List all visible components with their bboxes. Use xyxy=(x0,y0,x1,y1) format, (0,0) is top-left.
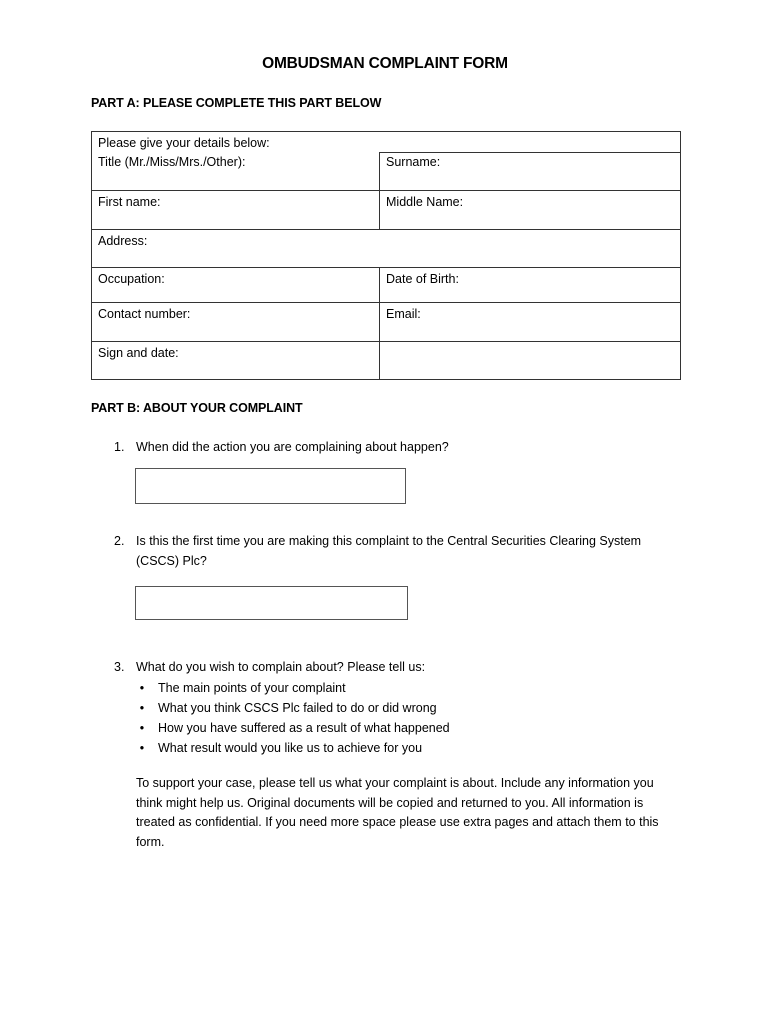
middle-name-field[interactable] xyxy=(380,191,681,230)
question-1-number: 1. xyxy=(114,440,125,454)
address-field[interactable] xyxy=(92,230,681,268)
contact-number-label: Contact number: xyxy=(98,307,191,321)
contact-number-field[interactable] xyxy=(92,303,380,342)
part-b-heading: PART B: ABOUT YOUR COMPLAINT xyxy=(91,401,303,415)
first-name-field[interactable] xyxy=(92,191,380,230)
personal-details-table xyxy=(91,131,681,380)
sign-and-date-label: Sign and date: xyxy=(98,346,179,360)
question-3-number: 3. xyxy=(114,660,125,674)
email-label: Email: xyxy=(386,307,421,321)
surname-label: Surname: xyxy=(386,155,441,169)
question-3-text: What do you wish to complain about? Please tell us: xyxy=(136,660,426,674)
sign-and-date-value-field[interactable] xyxy=(380,342,681,380)
question-2 xyxy=(114,531,666,571)
bullet-text: The main points of your complaint xyxy=(158,681,346,695)
question-3 xyxy=(114,657,666,677)
middle-name-label: Middle Name: xyxy=(386,195,464,209)
details-intro-cell xyxy=(92,132,681,153)
list-item xyxy=(136,718,450,738)
date-of-birth-field[interactable] xyxy=(380,268,681,303)
first-name-label: First name: xyxy=(98,195,161,209)
bullet-icon: • xyxy=(139,721,145,735)
occupation-label: Occupation: xyxy=(98,272,165,286)
question-1-answer-box[interactable] xyxy=(135,468,406,504)
bullet-icon: • xyxy=(139,701,145,715)
bullet-icon: • xyxy=(139,681,145,695)
title-field[interactable] xyxy=(92,153,380,191)
list-item xyxy=(136,738,450,758)
support-paragraph: To support your case, please tell us what your complaint is about. Include any information you think might help us. Original documents will be copied and returned to you. All information is treated as confidential. If you need more space please use extra pages and attach them to this form. xyxy=(136,776,659,849)
question-2-text: Is this the first time you are making this complaint to the Central Securities Clearing System (CSCS) Plc? xyxy=(136,534,642,568)
bullet-text: What you think CSCS Plc failed to do or did wrong xyxy=(158,701,437,715)
title-label: Title (Mr./Miss/Mrs./Other): xyxy=(98,154,246,169)
email-field[interactable] xyxy=(380,303,681,342)
occupation-field[interactable] xyxy=(92,268,380,303)
form-title: OMBUDSMAN COMPLAINT FORM xyxy=(262,55,508,72)
surname-field[interactable] xyxy=(380,153,681,191)
question-2-number: 2. xyxy=(114,534,125,548)
complaint-points-list xyxy=(136,678,450,758)
question-1-text: When did the action you are complaining about happen? xyxy=(136,440,449,454)
details-intro: Please give your details below: xyxy=(98,136,270,150)
sign-and-date-field[interactable] xyxy=(92,342,380,380)
bullet-icon: • xyxy=(139,741,145,755)
part-a-heading: PART A: PLEASE COMPLETE THIS PART BELOW xyxy=(91,96,382,110)
bullet-text: How you have suffered as a result of what happened xyxy=(158,721,450,735)
bullet-text: What result would you like us to achieve for you xyxy=(158,741,423,755)
question-2-answer-box[interactable] xyxy=(135,586,408,620)
question-1 xyxy=(114,437,666,457)
address-label: Address: xyxy=(98,234,148,248)
list-item xyxy=(136,698,450,718)
list-item xyxy=(136,678,450,698)
date-of-birth-label: Date of Birth: xyxy=(386,272,459,286)
